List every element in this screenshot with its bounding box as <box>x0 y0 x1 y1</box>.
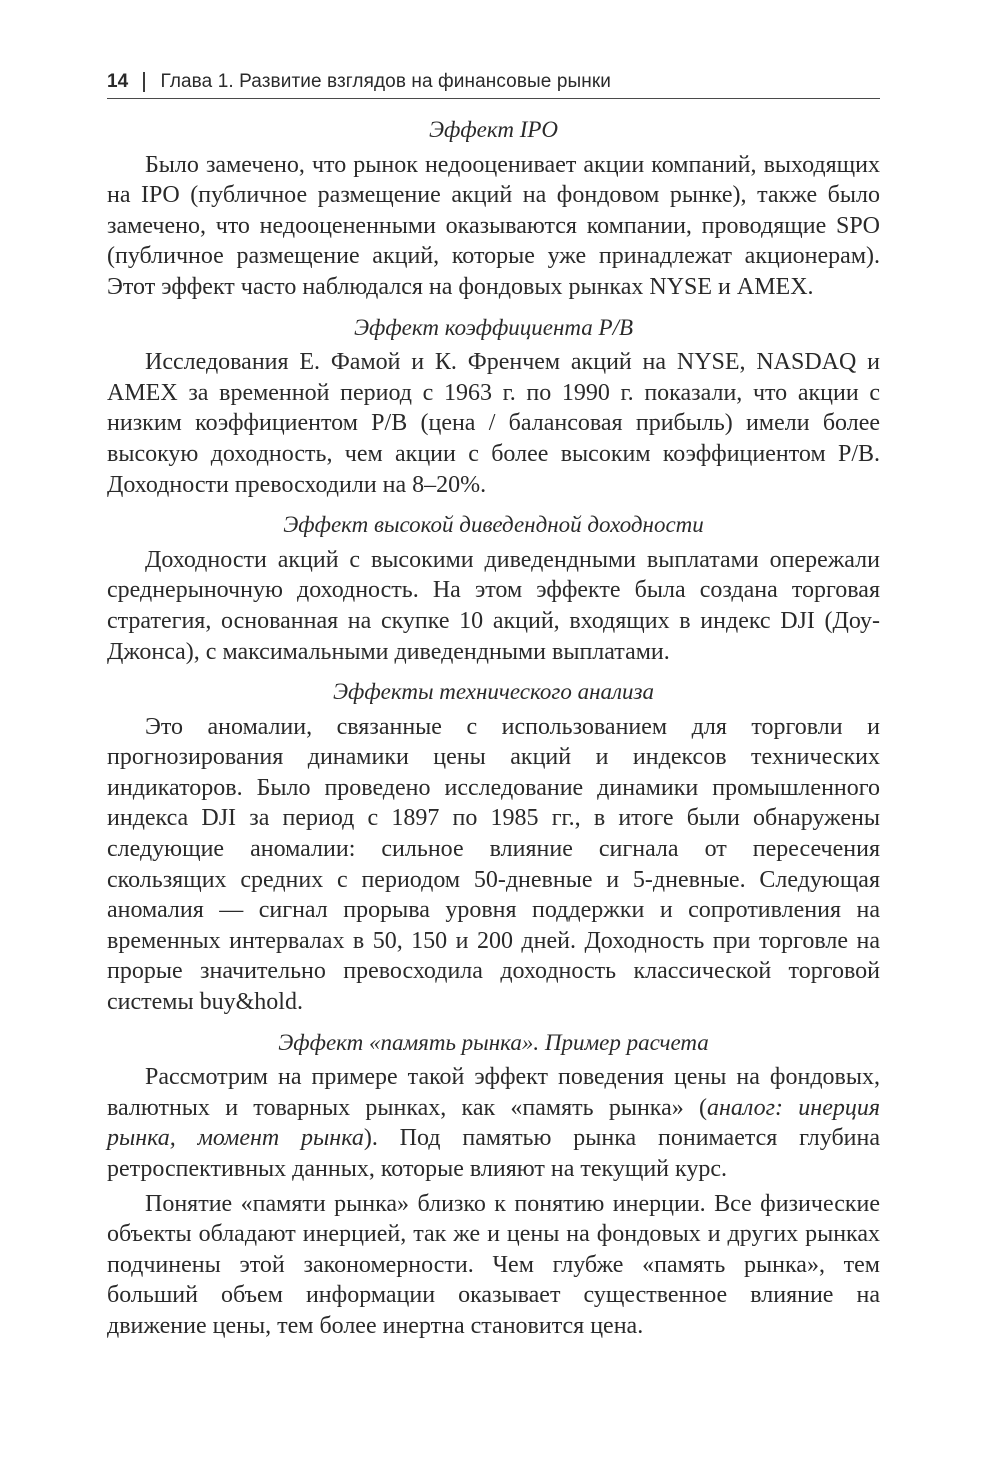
paragraph: Это аномалии, связанные с использованием для торговли и прогнозирования динамики цены акций и индексов технических индикаторов. Было проведено исследование динамики промышленного индекса DJI за период с 1897 по 1985 гг., в итоге были обнаружены следующие аномалии: сильное влияние сигнала от пересечения скользящих средних с периодом 50-дневные и 5-дневные. Следующая аномалия — сигнал прорыва уровня поддержки и сопротивления на временных интервалах в 50, 150 и 200 дней. Доходность при торговле на прорые значительно превосходила доходность классической торговой системы buy&hold. <box>107 713 880 1016</box>
paragraph: Исследования Е. Фамой и К. Френчем акций на NYSE, NASDAQ и AMEX за временной период с 1963 г. по 1990 г. показали, что акции с низким коэффициентом P/B (цена / балансовая прибыль) имели более высокую доходность, чем акции с более высоким коэффициентом P/B. Доходности превосходили на 8–20%. <box>107 349 880 498</box>
paragraph: Доходности акций с высокими диведендными выплатами опережали среднерыночную доходность. На этом эффекте была создана торговая стратегия, основанная на скупке 10 акций, входящих в индекс DJI (Доу-Джонса), с максимальными диведендными выплатами. <box>107 546 880 665</box>
page-number: 14 <box>107 71 129 92</box>
section-dividend-yield-effect <box>107 510 880 667</box>
paragraph: Было замечено, что рынок недооценивает акции компаний, выходящих на IPO (публичное размещение акций на фондовом рынке), также было замечено, что недооцененными оказываются компании, проводящие SPO (публичное размещение акций, которые уже принадлежат акционерам). Этот эффект часто наблюдался на фондовых рынках NYSE и AMEX. <box>107 151 880 300</box>
section-heading: Эффект высокой диведендной доходности <box>283 512 704 538</box>
intro-italic-term: аналог: инерция рынка, момент рынка <box>107 1094 881 1152</box>
section-ipo-effect <box>107 115 880 303</box>
paragraph: Понятие «памяти рынка» близко к понятию инерции. Все физические объекты обладают инерцией, так же и цены на фондовых и других рынках подчинены этой закономерности. Чем глубже «память рынка», тем больший объем информации оказывает существенное влияние на движение цены, тем более инертна становится цена. <box>107 1190 880 1339</box>
paragraph-intro <box>107 1062 880 1184</box>
intro-text-before: Рассмотрим на примере такой эффект поведения цены на фондовых, валютных и товарных рынках, как «память рынка» ( <box>107 1064 880 1121</box>
section-market-memory-effect <box>107 1028 880 1342</box>
section-heading: Эффект коэффициента P/B <box>353 314 634 340</box>
running-header <box>107 66 880 99</box>
header-divider <box>143 72 145 92</box>
chapter-title: Глава 1. Развитие взглядов на финансовые рынки <box>160 71 611 92</box>
section-pb-ratio-effect <box>107 313 880 501</box>
section-heading: Эффект IPO <box>428 117 559 142</box>
section-heading: Эффект «память рынка». Пример расчета <box>278 1029 709 1055</box>
section-heading: Эффекты технического анализа <box>332 679 655 705</box>
book-page <box>107 66 880 1342</box>
page-content <box>107 115 880 1342</box>
intro-text-after: ). Под памятью рынка понимается глубина ретроспективных данных, которые влияют на текущий курс. <box>107 1125 880 1182</box>
section-technical-analysis-effects <box>107 677 880 1018</box>
